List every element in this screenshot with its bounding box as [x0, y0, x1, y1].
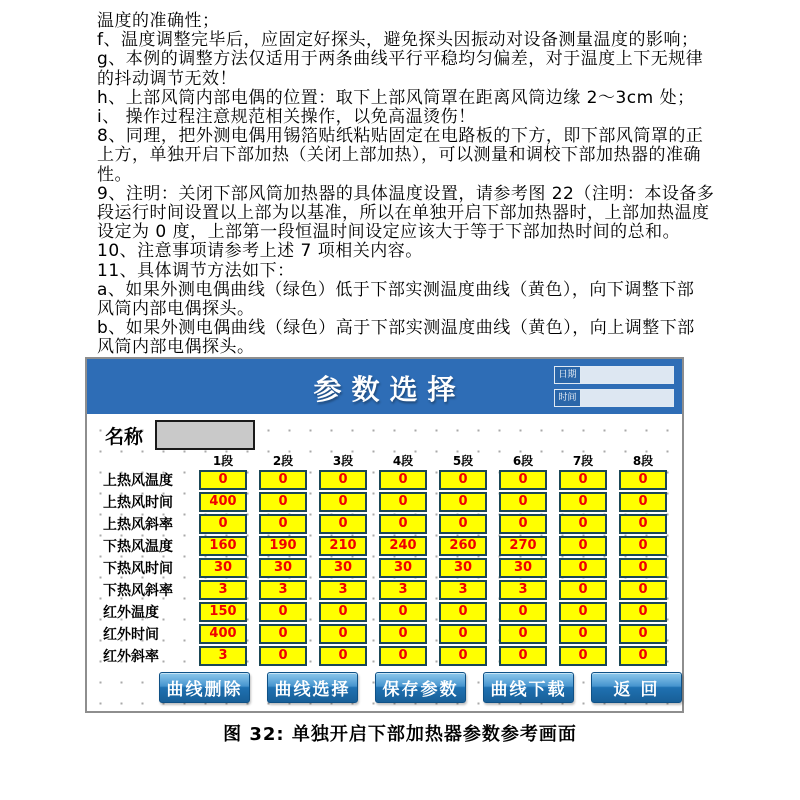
cell-slot: [433, 601, 493, 623]
cell-slot: [373, 469, 433, 491]
cell-slot: [493, 579, 553, 601]
document-line: g、本例的调整方法仅适用于两条曲线平行平稳均匀偏差，对于温度上下无规律: [97, 49, 704, 70]
buttons-row: [159, 672, 682, 703]
cell-slot: [373, 535, 433, 557]
cell-slot: [253, 513, 313, 535]
column-header: 5段: [452, 454, 474, 468]
document-line: 设定为 0 度，上部第一段恒温时间设定应该大于等于下部加热时间的总和。: [97, 222, 681, 243]
cell-slot: [553, 469, 613, 491]
value-cell[interactable]: 0: [499, 624, 547, 644]
document-line: 温度的准确性；: [97, 11, 220, 31]
cell-slot: [553, 645, 613, 667]
value-cell[interactable]: 0: [379, 646, 427, 666]
value-cell[interactable]: 3: [379, 580, 427, 600]
cell-slot: [313, 535, 373, 557]
value-cell[interactable]: 0: [379, 624, 427, 644]
column-header: 2段: [272, 454, 294, 468]
save-params-button[interactable]: 保存参数: [375, 672, 466, 703]
value-cell[interactable]: 0: [559, 536, 607, 556]
cell-slot: [253, 623, 313, 645]
value-cell[interactable]: 0: [619, 514, 667, 534]
parameter-table: [93, 454, 673, 667]
document-line: 11、具体调节方法如下：: [97, 260, 295, 281]
cell-slot: [253, 557, 313, 579]
cell-slot: [373, 579, 433, 601]
value-cell[interactable]: 30: [379, 558, 427, 578]
value-cell[interactable]: 0: [619, 580, 667, 600]
panel-body: [87, 414, 682, 711]
document-line: i、 操作过程注意规范相关操作，以免高温烫伤！: [97, 107, 476, 128]
value-cell[interactable]: 3: [199, 646, 247, 666]
cell-slot: [613, 645, 673, 667]
cell-slot: [493, 535, 553, 557]
value-cell[interactable]: 0: [559, 602, 607, 622]
value-cell[interactable]: 400: [199, 624, 247, 644]
value-cell[interactable]: 0: [559, 558, 607, 578]
time-input[interactable]: [581, 390, 673, 406]
panel-header: [87, 359, 682, 414]
cell-slot: [433, 535, 493, 557]
value-cell[interactable]: 3: [199, 580, 247, 600]
value-cell[interactable]: 0: [319, 624, 367, 644]
cell-slot: [313, 645, 373, 667]
table-corner: [93, 454, 193, 469]
cell-slot: [433, 513, 493, 535]
cell-slot: [493, 557, 553, 579]
value-cell[interactable]: 0: [379, 492, 427, 512]
cell-slot: [433, 557, 493, 579]
panel-title: 参数选择: [313, 373, 466, 406]
value-cell[interactable]: 0: [319, 470, 367, 490]
document-line: 的抖动调节无效！: [97, 68, 237, 89]
value-cell[interactable]: 30: [259, 558, 307, 578]
value-cell[interactable]: 260: [439, 536, 487, 556]
cell-slot: [193, 601, 253, 623]
value-cell[interactable]: 0: [499, 602, 547, 622]
date-label: 日期: [555, 367, 581, 383]
value-cell[interactable]: 0: [499, 470, 547, 490]
value-cell[interactable]: 0: [439, 470, 487, 490]
value-cell[interactable]: 0: [559, 624, 607, 644]
value-cell[interactable]: 0: [619, 602, 667, 622]
cell-slot: [613, 491, 673, 513]
cell-slot: [313, 601, 373, 623]
document-line: 风筒内部电偶探头。: [97, 337, 255, 358]
document-text: [97, 12, 714, 358]
cell-slot: [313, 513, 373, 535]
cell-slot: [253, 645, 313, 667]
cell-slot: [433, 491, 493, 513]
cell-slot: [373, 513, 433, 535]
value-cell[interactable]: 30: [499, 558, 547, 578]
cell-slot: [313, 579, 373, 601]
cell-slot: [553, 513, 613, 535]
cell-slot: [373, 491, 433, 513]
value-cell[interactable]: 0: [439, 492, 487, 512]
cell-slot: [253, 535, 313, 557]
cell-slot: [493, 623, 553, 645]
value-cell[interactable]: 0: [199, 514, 247, 534]
cell-slot: [193, 535, 253, 557]
cell-slot: [553, 557, 613, 579]
document-line: h、上部风筒内部电偶的位置：取下上部风筒罩在距离风筒边缘 2～3cm 处；: [97, 87, 695, 108]
value-cell[interactable]: 0: [259, 470, 307, 490]
name-row: [105, 419, 255, 451]
row-label: 上热风斜率: [103, 517, 173, 533]
document-line: 段运行时间设置以上部为以基准，所以在单独开启下部加热器时，上部加热温度: [97, 203, 710, 224]
date-input[interactable]: [581, 367, 673, 383]
value-cell[interactable]: 150: [199, 602, 247, 622]
value-cell[interactable]: 3: [439, 580, 487, 600]
cell-slot: [493, 469, 553, 491]
row-label: 下热风温度: [103, 539, 173, 555]
value-cell[interactable]: 0: [439, 602, 487, 622]
cell-slot: [613, 579, 673, 601]
value-cell[interactable]: 0: [379, 514, 427, 534]
value-cell[interactable]: 0: [379, 470, 427, 490]
value-cell[interactable]: 0: [319, 646, 367, 666]
column-header: 3段: [332, 454, 354, 468]
cell-slot: [553, 601, 613, 623]
cell-slot: [193, 469, 253, 491]
document-line: 性。: [97, 164, 132, 185]
value-cell[interactable]: 0: [259, 624, 307, 644]
row-label: 红外温度: [103, 605, 159, 621]
cell-slot: [613, 535, 673, 557]
value-cell[interactable]: 0: [319, 602, 367, 622]
cell-slot: [553, 491, 613, 513]
cell-slot: [373, 623, 433, 645]
value-cell[interactable]: 0: [199, 470, 247, 490]
cell-slot: [313, 491, 373, 513]
row-label: 下热风时间: [103, 561, 173, 577]
row-label: 上热风温度: [103, 473, 173, 489]
row-label: 红外时间: [103, 627, 159, 643]
document-line: 9、注明：关闭下部风筒加热器的具体温度设置，请参考图 22（注明：本设备多: [97, 183, 715, 204]
column-header: 6段: [512, 454, 534, 468]
value-cell[interactable]: 3: [499, 580, 547, 600]
column-header: 8段: [632, 454, 654, 468]
value-cell[interactable]: 0: [439, 624, 487, 644]
document-line: 8、同理，把外测电偶用锡箔贴纸粘贴固定在电路板的下方，即下部风筒罩的正: [97, 126, 704, 147]
time-label: 时间: [555, 390, 581, 406]
value-cell[interactable]: 270: [499, 536, 547, 556]
row-label: 下热风斜率: [103, 583, 173, 599]
value-cell[interactable]: 0: [559, 514, 607, 534]
value-cell[interactable]: 0: [619, 492, 667, 512]
row-label: 红外斜率: [103, 649, 159, 665]
value-cell[interactable]: 240: [379, 536, 427, 556]
cell-slot: [613, 601, 673, 623]
cell-slot: [193, 513, 253, 535]
cell-slot: [433, 623, 493, 645]
cell-slot: [373, 557, 433, 579]
cell-slot: [193, 579, 253, 601]
column-header: 1段: [212, 454, 234, 468]
value-cell[interactable]: 0: [619, 624, 667, 644]
value-cell[interactable]: 0: [439, 646, 487, 666]
cell-slot: [193, 557, 253, 579]
document-line: 风筒内部电偶探头。: [97, 299, 255, 320]
value-cell[interactable]: 0: [259, 646, 307, 666]
select-curve-button[interactable]: 曲线选择: [267, 672, 358, 703]
value-cell[interactable]: 0: [259, 514, 307, 534]
value-cell[interactable]: 0: [439, 514, 487, 534]
delete-curve-button[interactable]: 曲线删除: [159, 672, 250, 703]
datetime-fields: [554, 366, 674, 407]
value-cell[interactable]: 0: [559, 646, 607, 666]
value-cell[interactable]: 3: [319, 580, 367, 600]
back-button[interactable]: 返 回: [591, 672, 682, 703]
value-cell[interactable]: 30: [319, 558, 367, 578]
cell-slot: [253, 491, 313, 513]
cell-slot: [433, 579, 493, 601]
document-line: f、温度调整完毕后，应固定好探头，避免探头因振动对设备测量温度的影响；: [97, 30, 699, 51]
value-cell[interactable]: 0: [559, 580, 607, 600]
cell-slot: [433, 469, 493, 491]
value-cell[interactable]: 0: [619, 646, 667, 666]
value-cell[interactable]: 160: [199, 536, 247, 556]
cell-slot: [373, 601, 433, 623]
column-header: 4段: [392, 454, 414, 468]
value-cell[interactable]: 3: [259, 580, 307, 600]
cell-slot: [553, 535, 613, 557]
document-line: 10、注意事项请参考上述 7 项相关内容。: [97, 241, 423, 262]
value-cell[interactable]: 0: [619, 470, 667, 490]
date-field: [554, 366, 674, 384]
download-curve-button[interactable]: 曲线下载: [483, 672, 574, 703]
name-label: 名称: [105, 425, 144, 448]
value-cell[interactable]: 0: [379, 602, 427, 622]
cell-slot: [193, 645, 253, 667]
cell-slot: [313, 623, 373, 645]
cell-slot: [313, 557, 373, 579]
value-cell[interactable]: 0: [559, 492, 607, 512]
cell-slot: [493, 491, 553, 513]
parameter-selection-screen: [85, 357, 684, 713]
document-line: a、如果外测电偶曲线（绿色）低于下部实测温度曲线（黄色），向下调整下部: [97, 279, 695, 300]
row-label: 上热风时间: [103, 495, 173, 511]
cell-slot: [493, 601, 553, 623]
document-line: 上方，单独开启下部加热（关闭上部加热），可以测量和调校下部加热器的准确: [97, 145, 701, 166]
value-cell[interactable]: 30: [439, 558, 487, 578]
cell-slot: [313, 469, 373, 491]
value-cell[interactable]: 0: [319, 492, 367, 512]
value-cell[interactable]: 0: [559, 470, 607, 490]
value-cell[interactable]: 400: [199, 492, 247, 512]
cell-slot: [253, 469, 313, 491]
cell-slot: [553, 579, 613, 601]
column-header: 7段: [572, 454, 594, 468]
value-cell[interactable]: 0: [259, 602, 307, 622]
value-cell[interactable]: 190: [259, 536, 307, 556]
cell-slot: [613, 469, 673, 491]
value-cell[interactable]: 0: [499, 492, 547, 512]
value-cell[interactable]: 0: [259, 492, 307, 512]
cell-slot: [613, 513, 673, 535]
value-cell[interactable]: 0: [499, 646, 547, 666]
cell-slot: [253, 601, 313, 623]
cell-slot: [613, 557, 673, 579]
value-cell[interactable]: 0: [619, 536, 667, 556]
cell-slot: [193, 623, 253, 645]
cell-slot: [373, 645, 433, 667]
document-line: b、如果外测电偶曲线（绿色）高于下部实测温度曲线（黄色），向上调整下部: [97, 318, 695, 339]
value-cell[interactable]: 0: [619, 558, 667, 578]
value-cell[interactable]: 30: [199, 558, 247, 578]
cell-slot: [433, 645, 493, 667]
value-cell[interactable]: 0: [499, 514, 547, 534]
cell-slot: [493, 513, 553, 535]
cell-slot: [253, 579, 313, 601]
value-cell[interactable]: 0: [319, 514, 367, 534]
value-cell[interactable]: 210: [319, 536, 367, 556]
cell-slot: [493, 645, 553, 667]
cell-slot: [553, 623, 613, 645]
cell-slot: [193, 491, 253, 513]
figure-caption: 图 32: 单独开启下部加热器参数参考画面: [223, 724, 577, 745]
time-field: [554, 389, 674, 407]
name-input[interactable]: [155, 420, 255, 450]
cell-slot: [613, 623, 673, 645]
